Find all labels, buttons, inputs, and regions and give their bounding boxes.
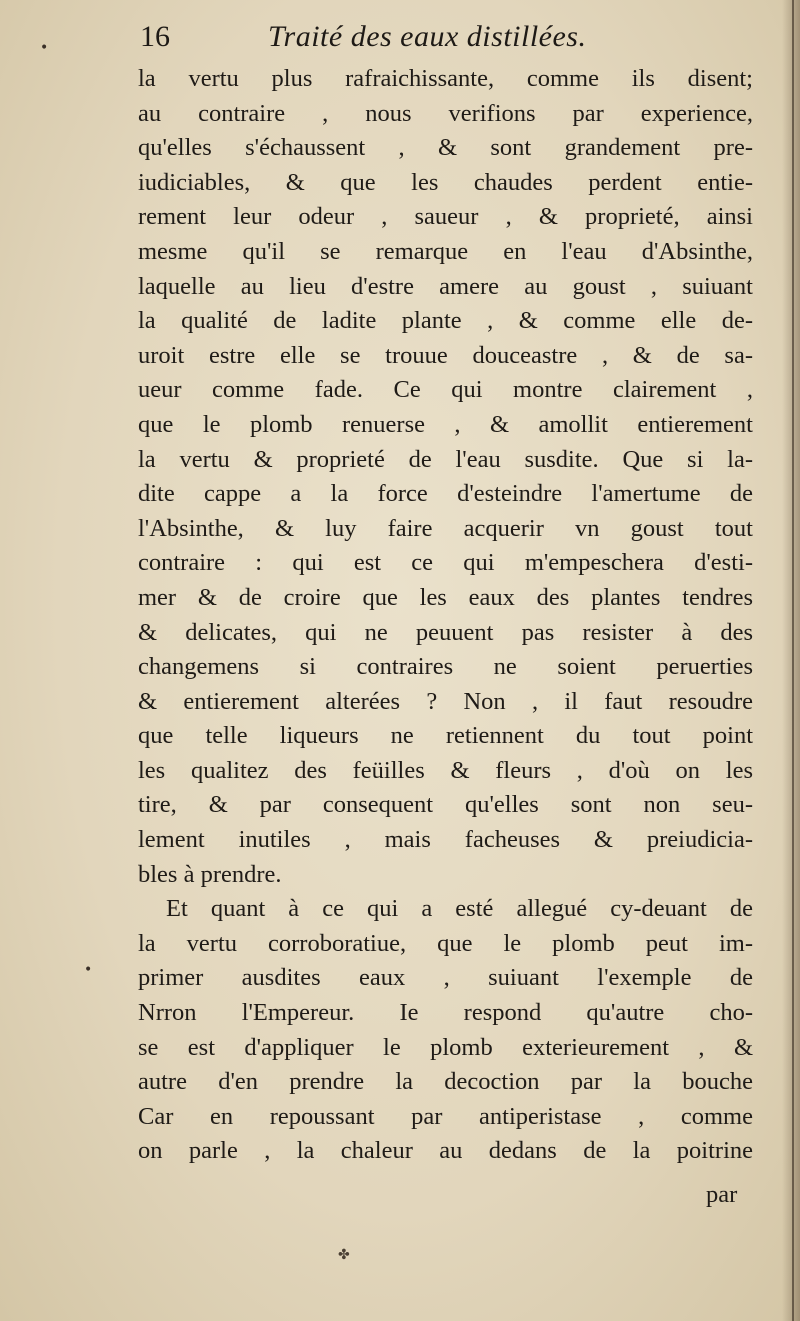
text-line: la vertu corroboratiue, que le plomb peut im- [138,929,753,957]
text-line: ueur comme fade. Ce qui montre clairement , [138,376,753,404]
text-line: mesme qu'il se remarque en l'eau d'Absinthe, [138,237,753,265]
margin-dot-icon: • [84,962,93,978]
page-edge-line [792,0,794,1321]
page-edge-shadow [782,0,800,1321]
text-line: dite cappe a la force d'esteindre l'amertume de [138,480,753,508]
text-line: laquelle au lieu d'estre amere au goust , suiuant [138,272,753,300]
paragraph-end-line: bles à prendre. [138,860,282,888]
text-line: au contraire , nous verifions par experience, [138,99,753,127]
text-line: primer ausdites eaux , suiuant l'exemple de [138,964,753,992]
text-line: contraire : qui est ce qui m'empeschera d'esti- [138,549,753,577]
text-line: se est d'appliquer le plomb exterieurement , & [138,1033,753,1061]
catchword: par [706,1181,738,1208]
text-line: Car en repoussant par antiperistase , comme [138,1102,753,1130]
margin-dot-icon: • [40,40,49,56]
text-line: uroit estre elle se trouue douceastre , & de sa- [138,341,753,369]
text-line: autre d'en prendre la decoction par la bouche [138,1068,753,1096]
text-line: la vertu plus rafraichissante, comme ils disent; [138,65,753,92]
text-line: on parle , la chaleur au dedans de la poitrine [138,1137,753,1165]
text-line: mer & de croire que les eaux des plantes tendres [138,583,753,611]
text-line: lement inutiles , mais facheuses & preiudicia- [138,826,753,854]
text-line: rement leur odeur , saueur , & proprieté, ainsi [138,203,753,231]
text-line: la qualité de ladite plante , & comme elle de- [138,307,753,335]
text-line: iudiciables, & que les chaudes perdent entie- [138,168,753,196]
paragraph-start-line: Et quant à ce qui a esté allegué cy-deuant de [166,895,753,923]
text-line: l'Absinthe, & luy faire acquerir vn goust tout [138,514,753,542]
text-line: les qualitez des feüilles & fleurs , d'où on les [138,756,753,784]
text-line: & delicates, qui ne peuuent pas resister à des [138,618,753,646]
text-line: changemens si contraires ne soient peruerties [138,653,753,681]
text-line: & entierement alterées ? Non , il faut resoudre [138,687,753,715]
text-line: qu'elles s'échaussent , & sont grandement pre- [138,134,753,162]
body-text [138,62,753,1169]
text-line: que telle liqueurs ne retiennent du tout point [138,722,753,750]
page-number: 16 [140,20,170,53]
text-line: tire, & par consequent qu'elles sont non seu- [138,791,753,819]
page-header [138,20,638,60]
ornament-icon: ✤ [338,1247,350,1263]
text-line: Nrron l'Empereur. Ie respond qu'autre cho- [138,999,753,1027]
text-line: la vertu & proprieté de l'eau susdite. Que si la- [138,445,753,473]
text-line: que le plomb renuerse , & amollit entierement [138,410,753,438]
running-title: Traité des eaux distillées. [268,20,587,53]
